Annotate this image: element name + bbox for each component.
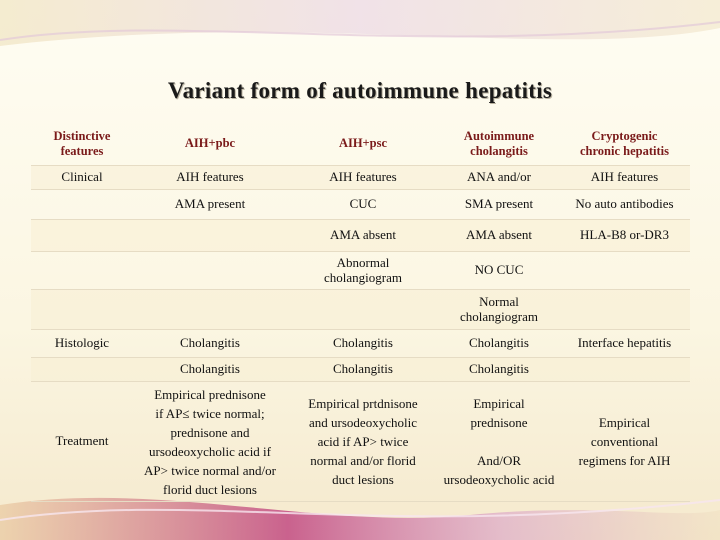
header-distinctive-features: Distinctive features bbox=[31, 122, 133, 166]
table-cell: Empirical prednisone And/OR ursodeoxycholic acid bbox=[439, 382, 559, 502]
table-cell: HLA-B8 or-DR3 bbox=[559, 220, 690, 252]
table-row bbox=[31, 252, 690, 290]
table-cell bbox=[559, 252, 690, 290]
table-cell: AMA present bbox=[133, 190, 287, 220]
table-cell: Empirical prednisone if AP≤ twice normal; prednisone and ursodeoxycholic acid if AP> twice normal and/or florid duct lesions bbox=[133, 382, 287, 502]
table-row bbox=[31, 220, 690, 252]
row-label bbox=[31, 290, 133, 330]
table-cell bbox=[287, 290, 439, 330]
table-row bbox=[31, 382, 690, 502]
table-cell: Cholangitis bbox=[439, 358, 559, 382]
header-cryptogenic-chronic-hepatitis: Cryptogenic chronic hepatitis bbox=[559, 122, 690, 166]
table-cell bbox=[559, 358, 690, 382]
row-label bbox=[31, 358, 133, 382]
table-cell: ANA and/or bbox=[439, 166, 559, 190]
table-row bbox=[31, 166, 690, 190]
table-cell: Empirical conventional regimens for AIH bbox=[559, 382, 690, 502]
table-cell: AIH features bbox=[559, 166, 690, 190]
table-cell: Cholangitis bbox=[133, 330, 287, 358]
row-label bbox=[31, 252, 133, 290]
row-label bbox=[31, 220, 133, 252]
row-label: Histologic bbox=[31, 330, 133, 358]
table-cell: CUC bbox=[287, 190, 439, 220]
table-cell: NO CUC bbox=[439, 252, 559, 290]
header-aih-psc: AIH+psc bbox=[287, 122, 439, 166]
header-row bbox=[31, 122, 690, 166]
row-label bbox=[31, 190, 133, 220]
slide-title: Variant form of autoimmune hepatitis bbox=[167, 78, 553, 103]
table-cell: SMA present bbox=[439, 190, 559, 220]
table-cell: Empirical prtdnisone and ursodeoxycholic acid if AP> twice normal and/or florid duct lesions bbox=[287, 382, 439, 502]
table-cell: Abnormal cholangiogram bbox=[287, 252, 439, 290]
table-cell bbox=[133, 252, 287, 290]
table-row bbox=[31, 330, 690, 358]
table-cell: Cholangitis bbox=[287, 330, 439, 358]
variant-table bbox=[31, 122, 690, 502]
table-cell: AIH features bbox=[287, 166, 439, 190]
header-autoimmune-cholangitis: Autoimmune cholangitis bbox=[439, 122, 559, 166]
table-cell bbox=[559, 290, 690, 330]
header-aih-pbc: AIH+pbc bbox=[133, 122, 287, 166]
table-cell: Cholangitis bbox=[439, 330, 559, 358]
table-row bbox=[31, 190, 690, 220]
table-cell: AMA absent bbox=[287, 220, 439, 252]
row-label: Clinical bbox=[31, 166, 133, 190]
table-cell: Interface hepatitis bbox=[559, 330, 690, 358]
table-cell: AMA absent bbox=[439, 220, 559, 252]
table-cell: Normal cholangiogram bbox=[439, 290, 559, 330]
table-cell bbox=[133, 220, 287, 252]
table-cell: Cholangitis bbox=[287, 358, 439, 382]
table-cell: Cholangitis bbox=[133, 358, 287, 382]
table-cell: AIH features bbox=[133, 166, 287, 190]
table-row bbox=[31, 358, 690, 382]
table-cell: No auto antibodies bbox=[559, 190, 690, 220]
table-row bbox=[31, 290, 690, 330]
row-label: Treatment bbox=[31, 382, 133, 502]
table-cell bbox=[133, 290, 287, 330]
